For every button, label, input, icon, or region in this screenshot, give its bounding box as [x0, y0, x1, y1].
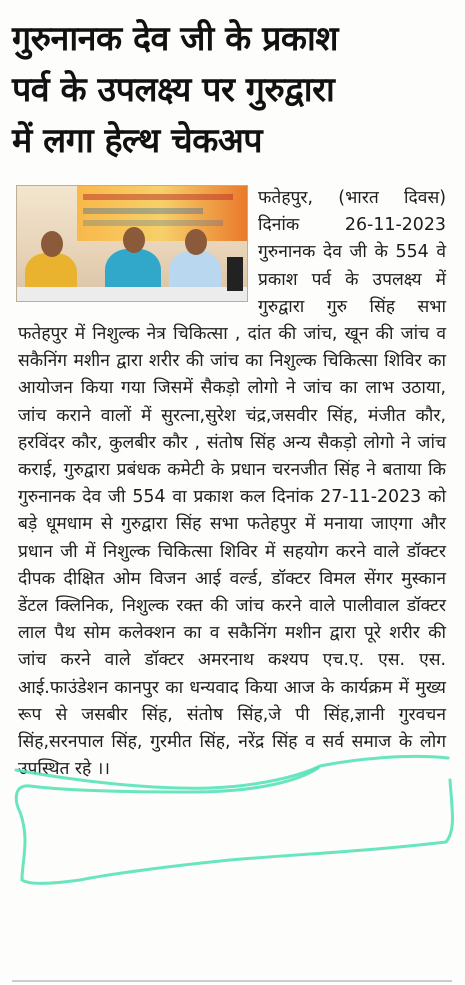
headline-line-3: में लगा हेल्थ चेकअप [12, 121, 263, 161]
article-body [18, 185, 446, 783]
article-paragraph: फतेहपुर, (भारत दिवस) दिनांक 26-11-2023 गुरुनानक देव जी के 554 वे प्रकाश पर्व के उपलक्ष्य में गुरुद्वारा गुरु सिंह सभा फतेहपुर में निशुल्क नेत्र चिकित्सा , दांत की जांच, खून की जांच व सकैनिंग मशीन द्वारा शरीर की जांच का निशुल्क चिकित्सा शिविर का आयोजन किया गया जिसमें सैकड़ो लोगो ने जांच का लाभ उठाया, जांच कराने वालों में सुरत्ना,सुरेश चंद्र,जसवीर सिंह, मंजीत कौर, हरविंदर कौर, कुलबीर कौर , संतोष सिंह अन्य सैकड़ो लोगो ने जांच कराई, गुरुद्वारा प्रबंधक कमेटी के प्रधान चरनजीत सिंह ने बताया कि गुरुनानक देव जी 554 वा प्रकाश कल दिनांक 27-11-2023 को बड़े धूमधाम से गुरुद्वारा सिंह सभा फतेहपुर में मनाया जाएगा और प्रधान जी में निशुल्क चिकित्सा शिविर में सहयोग करने वाले डॉक्टर दीपक दीक्षित ओम विजन आई वर्ल्ड, डॉक्टर विमल सेंगर मुस्कान डेंटल क्लिनिक, निशुल्क रक्त की जांच करने वाले पालीवाल डॉक्टर लाल पैथ सोम कलेक्शन का व सकैनिंग मशीन द्वारा पूरे शरीर की जांच करने वाले डॉक्टर अमरनाथ कश्यप एच.ए. एस. एस. आई.फाउंडेशन कानपुर का धन्यवाद किया आज के कार्यक्रम में मुख्य रूप से जसबीर सिंह, संतोष सिंह,जे पी सिंह,ज्ञानी गुरवचन सिंह,सरनपाल सिंह, गुरमीत सिंह, नरेंद्र सिंह व सर्व समाज के लोग उपस्थित रहे ।। [18, 188, 446, 780]
bottom-rule [12, 980, 452, 982]
headline-line-2: पर्व के उपलक्ष्य पर गुरुद्वारा [12, 70, 335, 110]
headline [12, 14, 452, 167]
headline-line-1: गुरुनानक देव जी के प्रकाश [12, 19, 338, 59]
